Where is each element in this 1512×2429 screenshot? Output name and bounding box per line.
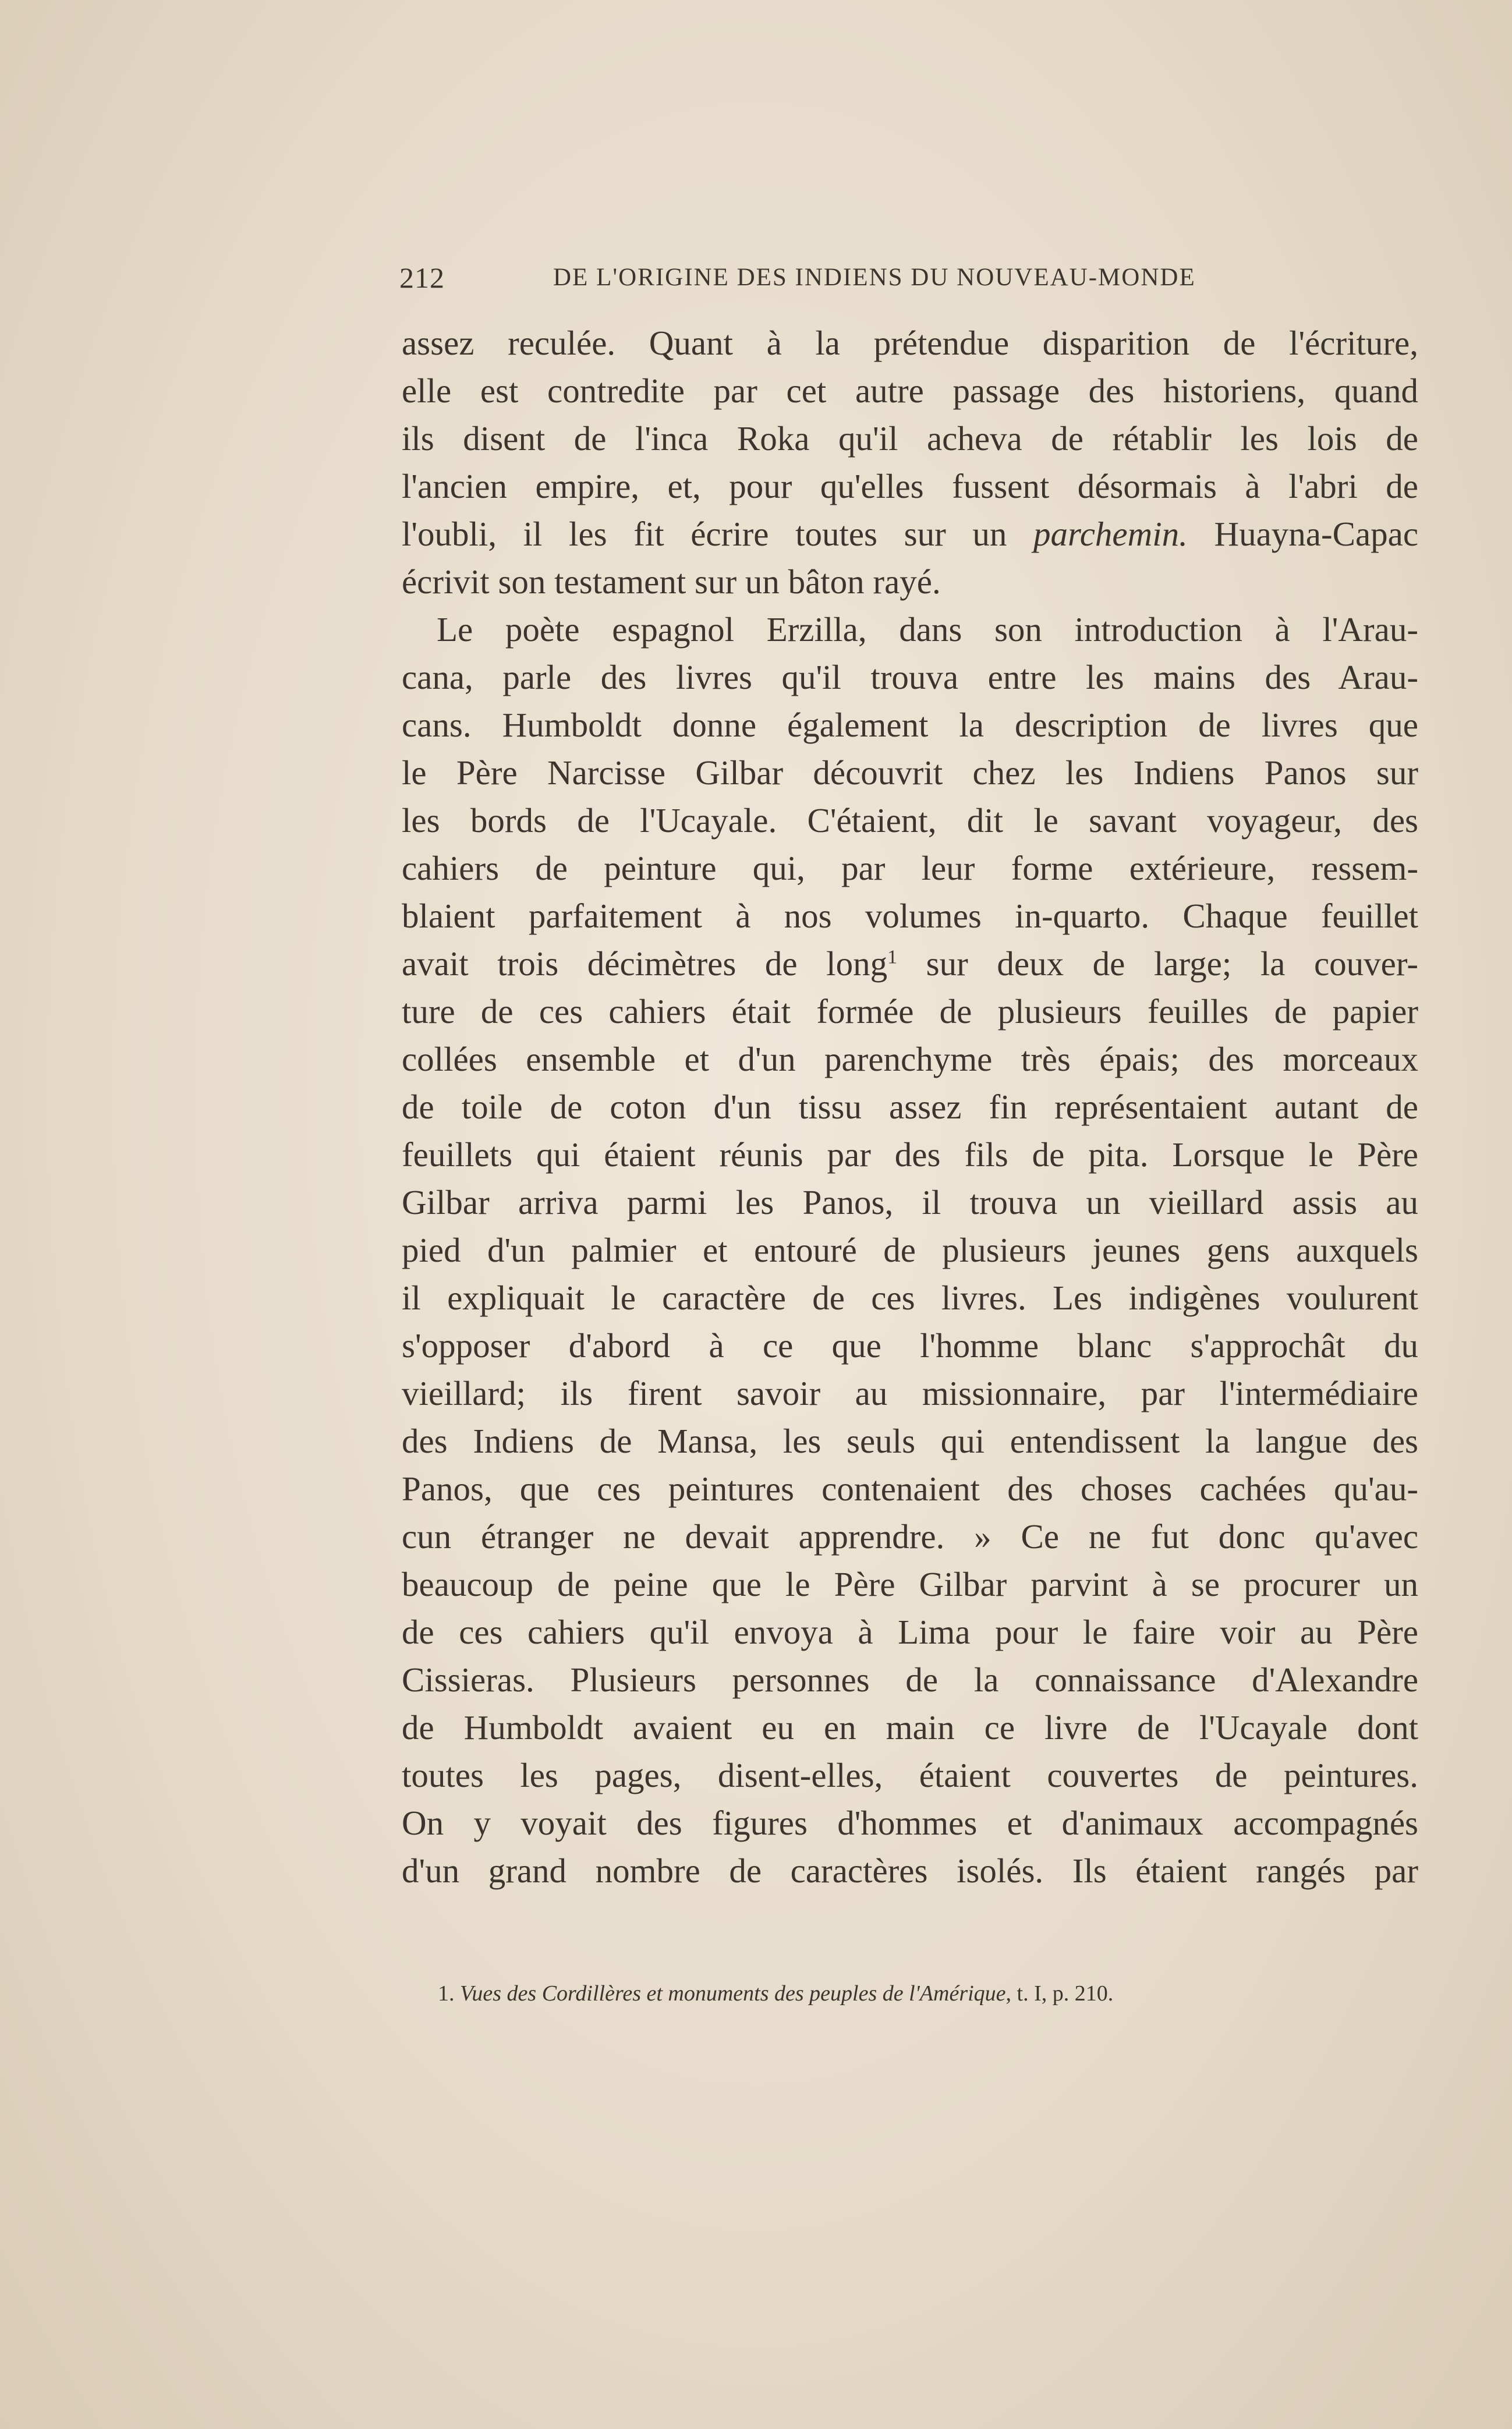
running-title: DE L'ORIGINE DES INDIENS DU NOUVEAU-MONDE (553, 264, 1196, 291)
text-line: les bords de l'Ucayale. C'étaient, dit le savant voyageur, des (402, 801, 1418, 840)
text-line: de Humboldt avaient eu en main ce livre de l'Ucayale dont (402, 1708, 1418, 1747)
text-line: cans. Humboldt donne également la description de livres que (402, 706, 1418, 744)
text-line: feuillets qui étaient réunis par des fils de pita. Lorsque le Père (402, 1135, 1418, 1174)
footnote (438, 1981, 1369, 2006)
text-line: le Père Narcisse Gilbar découvrit chez les Indiens Panos sur (402, 753, 1418, 792)
text-line: écrivit son testament sur un bâton rayé. (402, 562, 941, 601)
text-span: sur deux de large; la couver- (897, 944, 1418, 983)
text-line: d'un grand nombre de caractères isolés. Ils étaient rangés par (402, 1851, 1418, 1890)
page-number: 212 (399, 261, 445, 294)
text-line: des Indiens de Mansa, les seuls qui entendissent la langue des (402, 1422, 1418, 1460)
footnote-reference: 1 (887, 946, 898, 968)
text-line: l'ancien empire, et, pour qu'elles fussent désormais à l'abri de (402, 467, 1418, 505)
text-line: Gilbar arriva parmi les Panos, il trouva un vieillard assis au (402, 1183, 1418, 1221)
text-line: assez reculée. Quant à la prétendue disparition de l'écriture, (402, 324, 1418, 362)
body-text (402, 319, 1418, 1895)
text-line: On y voyait des figures d'hommes et d'animaux accompagnés (402, 1804, 1418, 1842)
text-line: ils disent de l'inca Roka qu'il acheva de rétablir les lois de (402, 419, 1418, 458)
text-line: cun étranger ne devait apprendre. » Ce ne fut donc qu'avec (402, 1517, 1418, 1556)
text-line: cahiers de peinture qui, par leur forme extérieure, ressem- (402, 849, 1418, 887)
text-line: collées ensemble et d'un parenchyme très épais; des morceaux (402, 1040, 1418, 1078)
text-span: l'oubli, il les fit écrire toutes sur un (402, 515, 1007, 553)
text-line: cana, parle des livres qu'il trouva entre les mains des Arau- (402, 658, 1418, 696)
text-line: pied d'un palmier et entouré de plusieurs jeunes gens auxquels (402, 1231, 1418, 1269)
text-line: blaient parfaitement à nos volumes in-quarto. Chaque feuillet (402, 897, 1418, 935)
text-line: toutes les pages, disent-elles, étaient couvertes de peintures. (402, 1756, 1418, 1794)
text-line: s'opposer d'abord à ce que l'homme blanc s'approchât du (402, 1326, 1418, 1365)
text-line: Cissieras. Plusieurs personnes de la connaissance d'Alexandre (402, 1660, 1418, 1699)
text-line: beaucoup de peine que le Père Gilbar parvint à se procurer un (402, 1565, 1418, 1603)
text-line: de ces cahiers qu'il envoya à Lima pour le faire voir au Père (402, 1613, 1418, 1651)
italic-word: parchemin. (1033, 515, 1188, 553)
text-span: Huayna-Capac (1187, 515, 1419, 553)
text-line: vieillard; ils firent savoir au missionnaire, par l'intermédiaire (402, 1374, 1418, 1412)
footnote-marker: 1. (438, 1981, 455, 2006)
text-line: elle est contredite par cet autre passage des historiens, quand (402, 371, 1418, 410)
text-line: Le poète espagnol Erzilla, dans son introduction à l'Arau- (437, 610, 1418, 649)
text-span: avait trois décimètres de long (402, 944, 888, 983)
text-line: ture de ces cahiers était formée de plusieurs feuilles de papier (402, 992, 1418, 1031)
footnote-citation: , t. I, p. 210. (1005, 1981, 1114, 2006)
text-line: il expliquait le caractère de ces livres. Les indigènes voulurent (402, 1279, 1418, 1317)
footnote-title: Vues des Cordillères et monuments des peuples de l'Amérique (460, 1981, 1006, 2006)
text-line: Panos, que ces peintures contenaient des choses cachées qu'au- (402, 1470, 1418, 1508)
running-head (399, 261, 1273, 302)
text-line (402, 940, 1418, 987)
text-line (402, 510, 1418, 558)
text-line: de toile de coton d'un tissu assez fin représentaient autant de (402, 1088, 1418, 1126)
